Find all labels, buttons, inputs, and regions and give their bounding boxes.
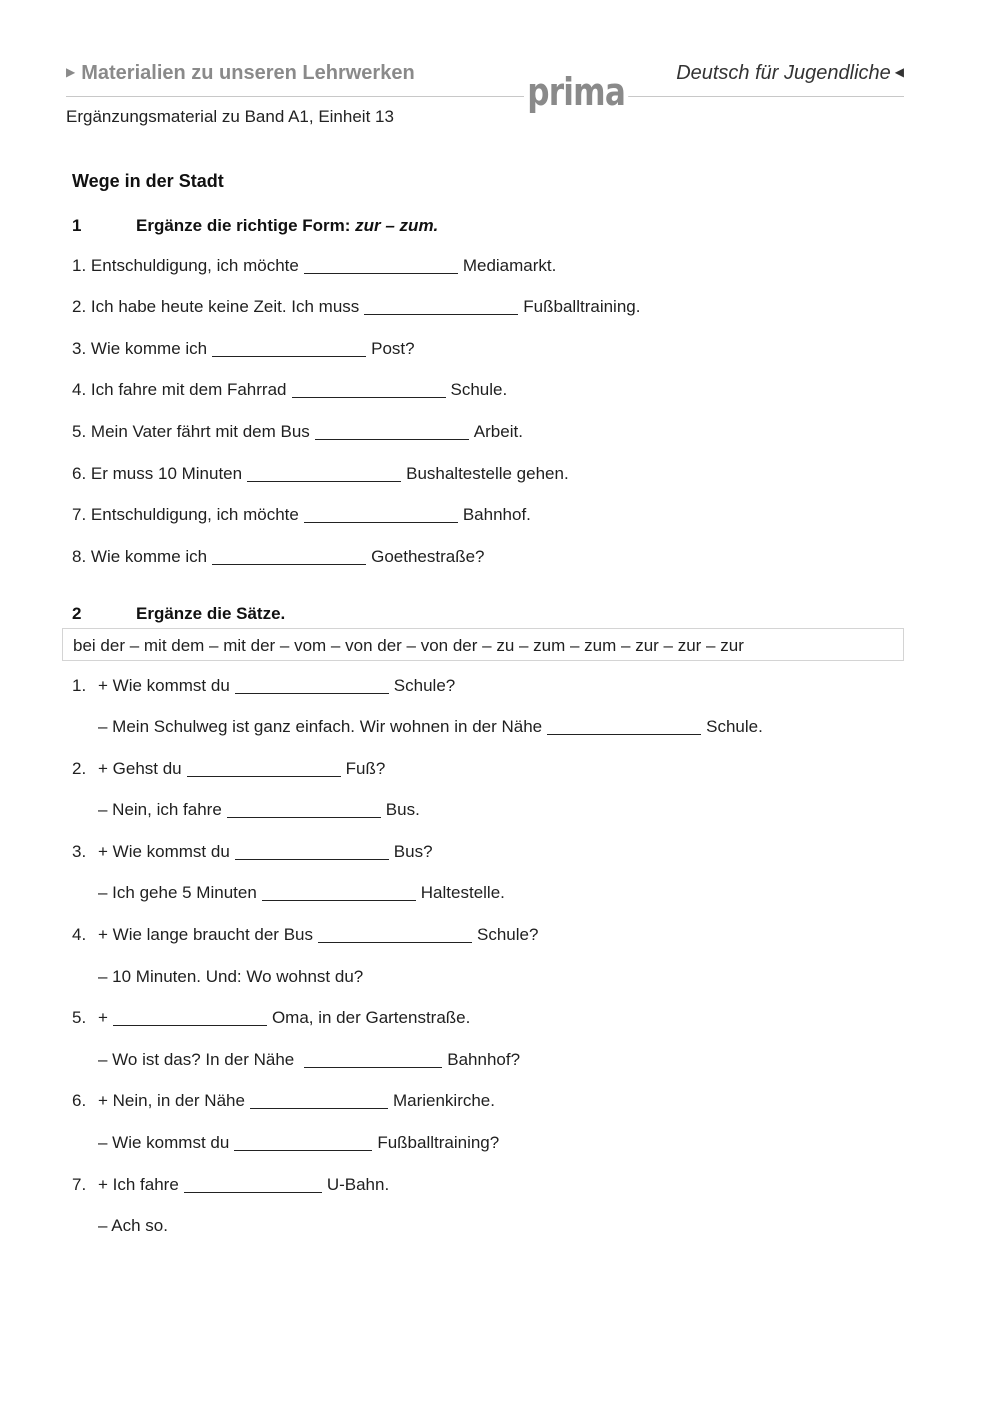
item-text-before: Entschuldigung, ich möchte [90,256,299,275]
answer-blank[interactable] [304,259,458,274]
answer-blank[interactable] [292,383,446,398]
line-text-after: Fußballtraining? [377,1133,500,1152]
exercise1-item-4 [72,380,507,400]
answer-blank[interactable] [304,508,458,523]
answer-blank[interactable] [250,1094,388,1109]
header-left-text: Materialien zu unseren Lehrwerken [81,62,415,84]
answer-blank[interactable] [212,550,366,565]
line-text-before: – Mein Schulweg ist ganz einfach. Wir wohnen in der Nähe [98,717,543,736]
item-number: 6. [72,1091,87,1110]
answer-blank[interactable] [262,886,416,901]
answer-blank[interactable] [318,928,472,943]
item-number: 5. [72,1008,87,1027]
exercise2-line-11 [72,1091,495,1111]
answer-blank[interactable] [235,845,389,860]
item-text-after: Mediamarkt. [462,256,557,275]
line-text-before: – Wo ist das? In der Nähe [98,1050,295,1069]
section1-number: 1 [72,216,82,235]
exercise1-item-5 [72,422,523,442]
line-text-after: Schule? [476,925,539,944]
answer-blank[interactable] [364,300,518,315]
item-text-before: Ich habe heute keine Zeit. Ich muss [90,297,360,316]
exercise1-item-3 [72,339,415,359]
exercise2-line-10 [72,1050,520,1070]
line-text-after: Haltestelle. [420,883,505,902]
item-number: 3. [72,339,87,358]
item-number: 1. [72,676,87,695]
header-rule [66,96,904,97]
line-text-after: Marienkirche. [392,1091,495,1110]
header-right-title [676,62,904,85]
item-number: 5. [72,422,87,441]
answer-blank[interactable] [247,467,401,482]
line-text-before: – Ich gehe 5 Minuten [98,883,257,902]
page-title: Wege in der Stadt [72,171,224,191]
answer-blank[interactable] [184,1178,322,1193]
exercise1-item-1 [72,256,556,276]
item-text-after: Bushaltestelle gehen. [406,464,569,483]
item-number: 2. [72,759,87,778]
answer-blank[interactable] [315,425,469,440]
triangle-left-icon: ◀ [894,65,904,79]
item-text-before: Entschuldigung, ich möchte [90,505,299,524]
prima-logo: prima [524,70,628,114]
item-text-before: Wie komme ich [90,339,208,358]
answer-blank[interactable] [547,720,701,735]
exercise2-line-4 [72,800,420,820]
line-text-after: Schule? [393,676,456,695]
item-number: 4. [72,925,87,944]
answer-blank[interactable] [113,1011,267,1026]
item-number: 7. [72,505,87,524]
section1-title [136,216,438,236]
section1-title-text: Ergänze die richtige Form: [136,216,356,235]
item-text-before: Er muss 10 Minuten [90,464,243,483]
item-text-before: Mein Vater fährt mit dem Bus [90,422,310,441]
triangle-right-icon: ▶ [66,65,76,79]
item-text-after: Post? [371,339,415,358]
line-text-before: – 10 Minuten. Und: Wo wohnst du? [98,967,364,986]
line-text-after: Bus. [385,800,420,819]
exercise1-item-6 [72,464,569,484]
line-text-after: Oma, in der Gartenstraße. [271,1008,471,1027]
exercise2-line-3 [72,759,385,779]
exercise2-line-14 [72,1216,168,1236]
item-number: 6. [72,464,87,483]
line-text-before: + Wie kommst du [98,676,230,695]
header-right-text: Deutsch für Jugendliche [676,62,891,84]
item-text-before: Wie komme ich [90,547,208,566]
exercise2-line-12 [72,1133,499,1153]
line-text-after: U-Bahn. [326,1175,390,1194]
exercise2-line-9 [72,1008,470,1028]
item-text-after: Goethestraße? [371,547,485,566]
item-text-after: Fußballtraining. [523,297,641,316]
item-number: 3. [72,842,87,861]
exercise2-line-6 [72,883,505,903]
line-text-before: – Wie kommst du [98,1133,230,1152]
exercise1-item-8 [72,547,485,567]
exercise2-line-13 [72,1175,389,1195]
line-text-before: + Nein, in der Nähe [98,1091,245,1110]
exercise2-line-7 [72,925,538,945]
line-text-before: + [98,1008,108,1027]
item-text-after: Schule. [450,380,508,399]
line-text-after: Bahnhof? [447,1050,521,1069]
line-text-after: Fuß? [345,759,386,778]
exercise2-line-5 [72,842,433,862]
word-bank [62,628,904,661]
answer-blank[interactable] [187,762,341,777]
item-text-after: Bahnhof. [462,505,531,524]
line-text-before: + Wie lange braucht der Bus [98,925,313,944]
item-number: 8. [72,547,87,566]
line-text-after: Bus? [393,842,433,861]
item-text-after: Arbeit. [473,422,523,441]
header-subtitle: Ergänzungsmaterial zu Band A1, Einheit 13 [66,107,394,126]
item-number: 2. [72,297,87,316]
answer-blank[interactable] [227,803,381,818]
item-number: 4. [72,380,87,399]
answer-blank[interactable] [304,1053,442,1068]
item-number: 1. [72,256,87,275]
header-left-title [66,62,415,85]
answer-blank[interactable] [235,679,389,694]
exercise1-item-2 [72,297,640,317]
section1-title-italic: zur – zum. [355,216,439,235]
word-bank-text: bei der – mit dem – mit der – vom – von der – von der – zu – zum – zum – zur – zur – zur [73,636,744,655]
item-number: 7. [72,1175,87,1194]
section2-title: Ergänze die Sätze. [136,604,286,623]
answer-blank[interactable] [234,1136,372,1151]
line-text-before: – Ach so. [98,1216,168,1235]
exercise2-line-1 [72,676,455,696]
line-text-before: + Ich fahre [98,1175,179,1194]
section2-number: 2 [72,604,82,623]
line-text-after: Schule. [706,717,763,736]
exercise1-item-7 [72,505,531,525]
exercise2-line-8 [72,967,363,987]
answer-blank[interactable] [212,342,366,357]
line-text-before: – Nein, ich fahre [98,800,222,819]
line-text-before: + Wie kommst du [98,842,230,861]
exercise2-line-2 [72,717,763,737]
line-text-before: + Gehst du [98,759,182,778]
item-text-before: Ich fahre mit dem Fahrrad [90,380,287,399]
